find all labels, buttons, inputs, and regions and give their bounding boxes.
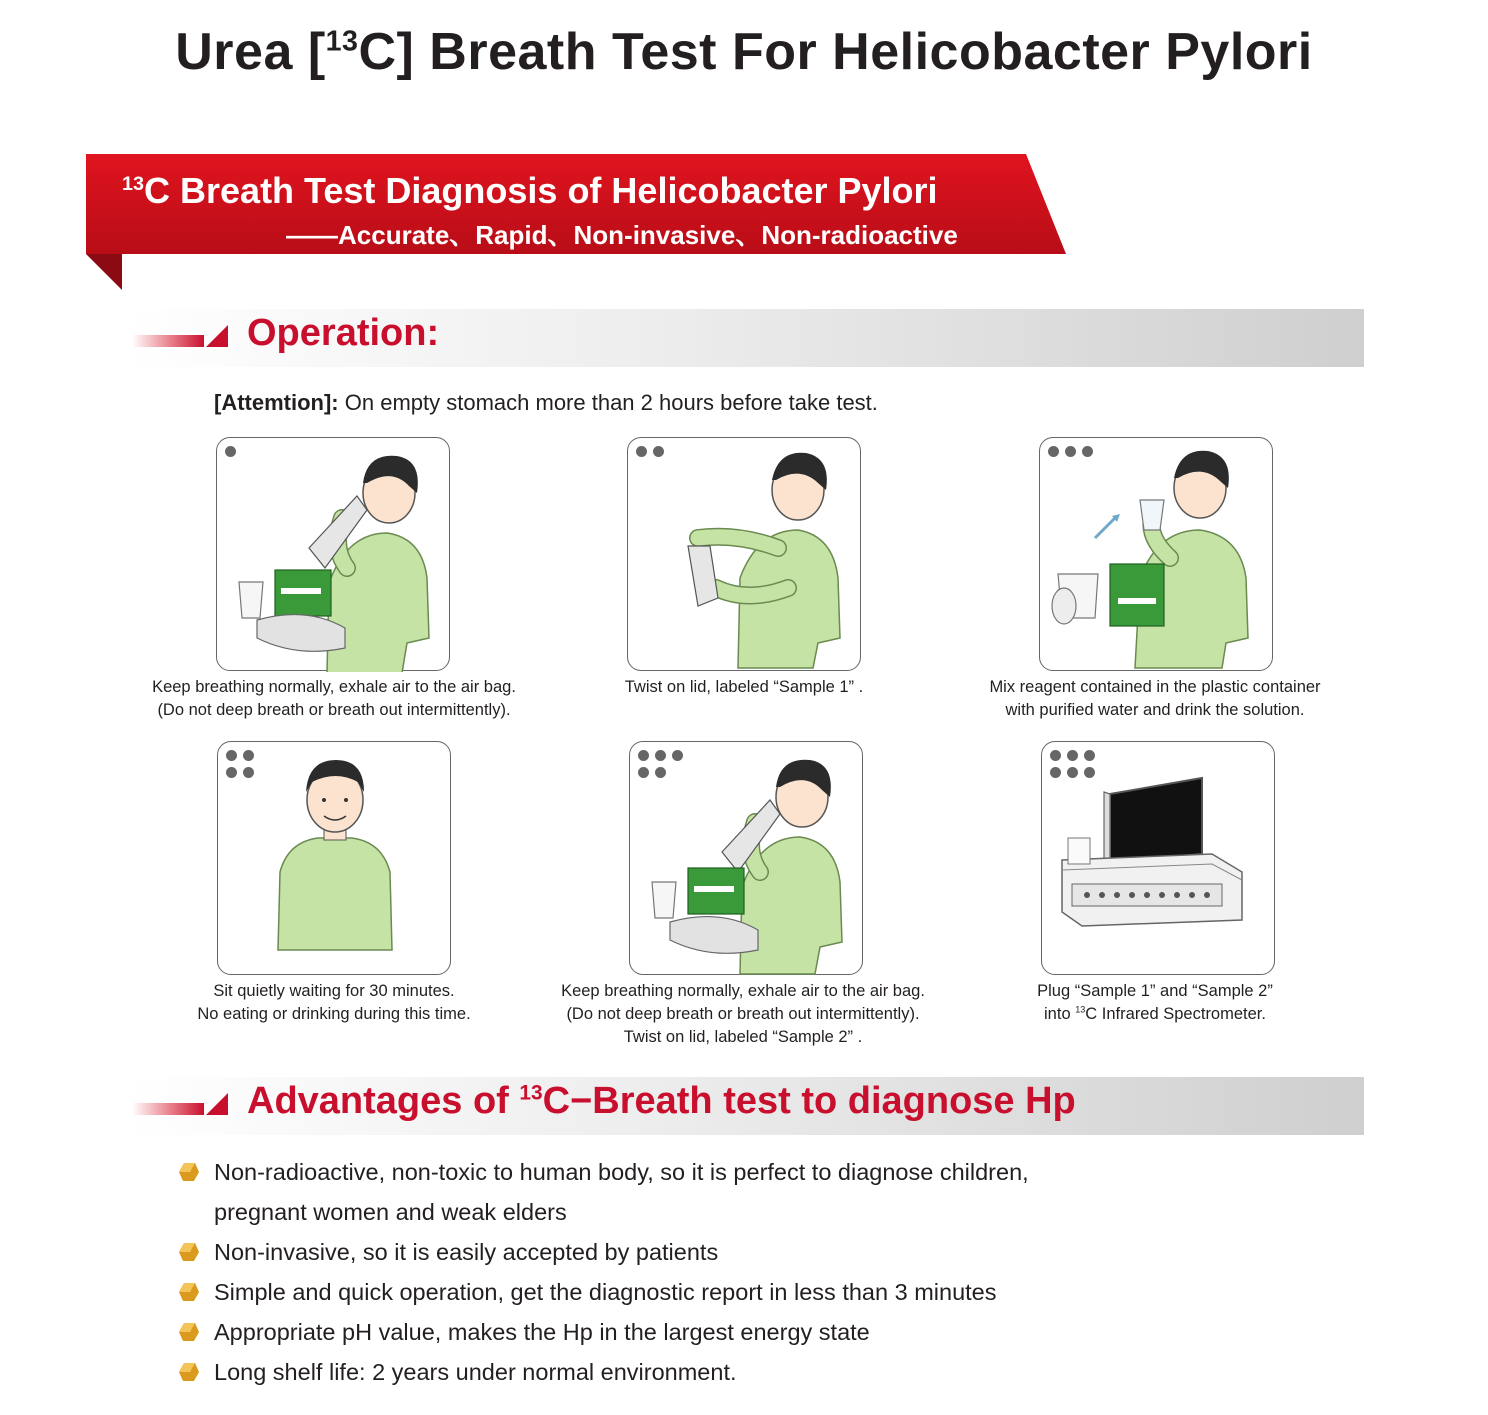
exhale-into-bag-illustration	[217, 438, 451, 672]
gold-bullet-icon	[178, 1362, 200, 1382]
step-card-6	[1041, 741, 1275, 975]
advantages-heading: Advantages of $^{13}$C−Breath test to diagnose Hp	[247, 1080, 1076, 1122]
step-card-1	[216, 437, 450, 671]
attention-note: [Attemtion]: On empty stomach more than 2 hours before take test.	[214, 390, 878, 415]
gold-bullet-icon	[178, 1282, 200, 1302]
drink-solution-illustration	[1040, 438, 1274, 672]
step-caption-3: Mix reagent contained in the plastic container with purified water and drink the solution.	[989, 678, 1321, 719]
step-card-2	[627, 437, 861, 671]
list-item: Non-invasive, so it is easily accepted by patients	[178, 1232, 1029, 1272]
red-arrow-mark-icon	[132, 1091, 232, 1121]
red-arrow-mark-icon	[132, 323, 232, 353]
operation-section-bar	[122, 309, 1364, 367]
list-item-continuation: pregnant women and weak elders	[214, 1199, 567, 1225]
step-card-3	[1039, 437, 1273, 671]
exhale-into-bag-illustration	[630, 742, 864, 976]
list-item: Long shelf life: 2 years under normal environment.	[178, 1352, 1029, 1392]
step-caption-4: Sit quietly waiting for 30 minutes. No eating or drinking during this time.	[197, 982, 471, 1023]
ribbon-title: $^{13}$C Breath Test Diagnosis of Helicobacter Pylori	[122, 170, 938, 211]
list-item: Appropriate pH value, makes the Hp in the largest energy state	[178, 1312, 1029, 1352]
step-card-5	[629, 741, 863, 975]
step-caption-1: Keep breathing normally, exhale air to the air bag. (Do not deep breath or breath out intermittently).	[152, 678, 516, 719]
sit-waiting-illustration	[218, 742, 452, 976]
hero-ribbon	[86, 154, 1066, 254]
operation-heading: Operation:	[247, 312, 440, 354]
advantages-list	[178, 1152, 1029, 1392]
step-caption-5: Keep breathing normally, exhale air to the air bag. (Do not deep breath or breath out intermittently). Twist on lid, labeled “Sample 2” .	[561, 982, 925, 1046]
advantages-section-bar	[122, 1077, 1364, 1135]
list-item: Non-radioactive, non-toxic to human body, so it is perfect to diagnose children,	[178, 1152, 1029, 1192]
page-title: Urea [$^{13}$C] Breath Test For Helicobacter Pylori	[175, 23, 1313, 81]
step-caption-2: Twist on lid, labeled “Sample 1” .	[624, 678, 864, 696]
list-item: Simple and quick operation, get the diagnostic report in less than 3 minutes	[178, 1272, 1029, 1312]
gold-bullet-icon	[178, 1322, 200, 1342]
gold-bullet-icon	[178, 1162, 200, 1182]
ribbon-subtitle: ——Accurate、Rapid、Non-invasive、Non-radioactive	[286, 220, 958, 250]
gold-bullet-icon	[178, 1242, 200, 1262]
infrared-spectrometer-illustration	[1042, 742, 1276, 976]
twist-lid-illustration	[628, 438, 862, 672]
step-card-4	[217, 741, 451, 975]
step-caption-6: Plug “Sample 1” and “Sample 2” into $^{13}$C Infrared Spectrometer.	[1037, 982, 1273, 1023]
